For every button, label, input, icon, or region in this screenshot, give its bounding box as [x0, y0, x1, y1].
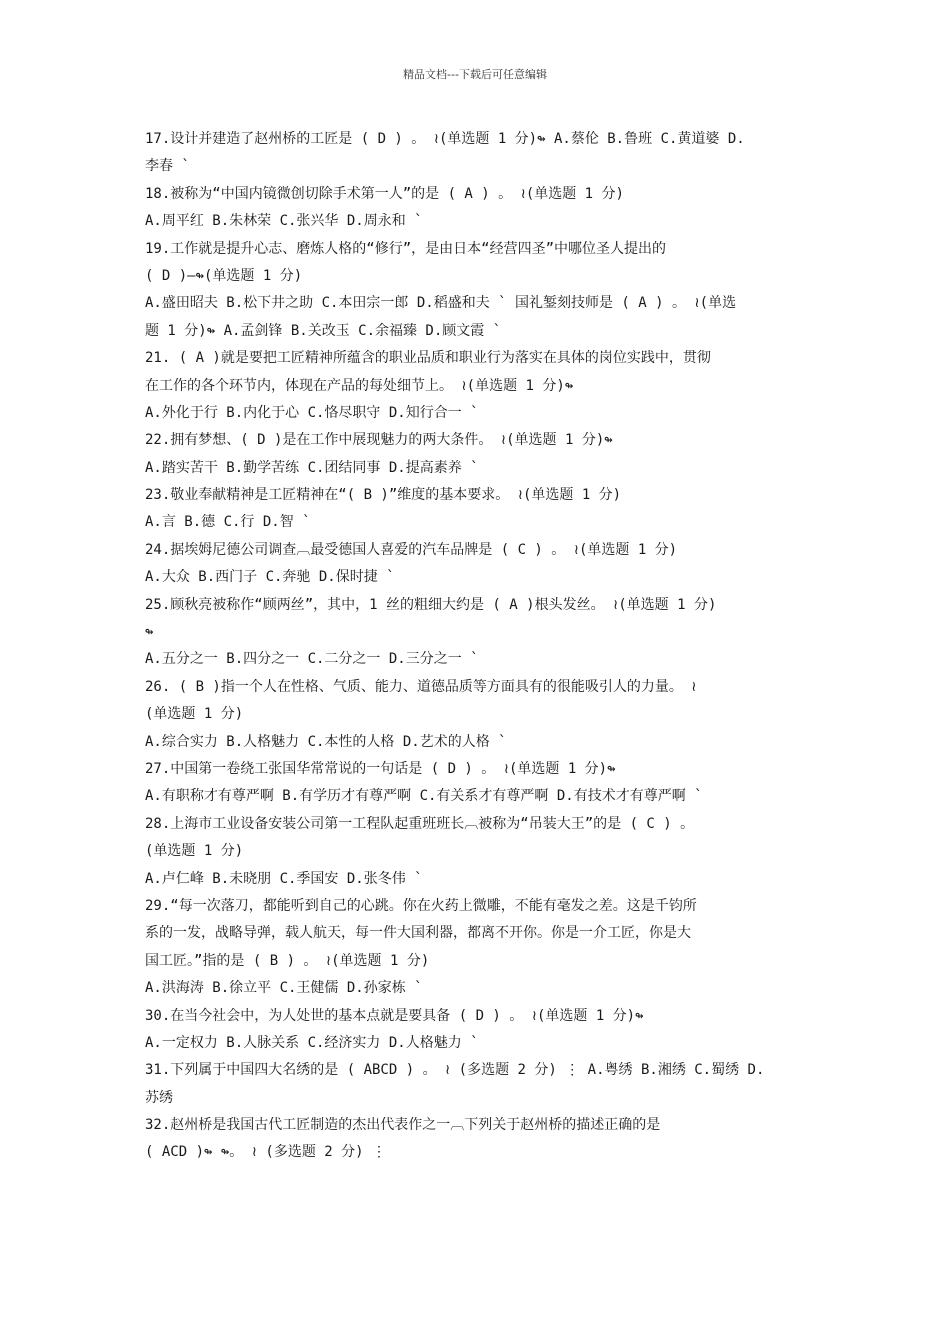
text-line: 国工匠。”指的是 ( B ) 。 ≀(单选题 1 分) [145, 952, 430, 969]
text-line: 29.“每一次落刀，都能听到自己的心跳。你在火药上微雕，不能有毫发之差。这是千钧所 [145, 897, 697, 914]
text-line: A.大众 B.西门子 C.奔驰 D.保时捷 ` [145, 569, 395, 586]
text-line: 22.拥有梦想、( D )是在工作中展现魅力的两大条件。 ≀(单选题 1 分)↬ [145, 432, 613, 449]
text-line: 26. ( B )指一个人在性格、气质、能力、道德品质等方面具有的很能吸引人的力量。 ≀ [145, 678, 697, 695]
text-line: 19.工作就是提升心志、磨炼人格的“修行”，是由日本“经营四圣”中哪位圣人提出的 [145, 240, 666, 257]
text-line: (单选题 1 分) [145, 843, 244, 860]
text-line: 苏绣 [145, 1089, 173, 1106]
text-line: A.踏实苦干 B.勤学苦练 C.团结同事 D.提高素养 ` [145, 459, 479, 476]
text-line: A.一定权力 B.人脉关系 C.经济实力 D.人格魅力 ` [145, 1034, 479, 1051]
text-line: A.洪海涛 B.徐立平 C.王健儒 D.孙家栋 ` [145, 980, 423, 997]
text-line: 17.设计并建造了赵州桥的工匠是 ( D ) 。 ≀(单选题 1 分)↬ A.蔡伦 B.鲁班 C.黄道婆 D. [145, 131, 745, 147]
text-line: 28.上海市工业设备安装公司第一工程队起重班班长︹被称为“吊装大王”的是 ( C ) 。 [145, 815, 695, 832]
text-line: 在工作的各个环节内，体现在产品的每处细节上。 ≀(单选题 1 分)↬ [145, 377, 574, 394]
text-line: 题 1 分)↬ A.孟剑锋 B.关改玉 C.余福臻 D.顾文霞 ` [145, 322, 502, 339]
text-line: 21. ( A )就是要把工匠精神所蕴含的职业品质和职业行为落实在具体的岗位实践中，贯彻 [145, 350, 711, 367]
text-line: 31.下列属于中国四大名绣的是 ( ABCD ) 。 ≀ (多选题 2 分) ⋮ A.粤绣 B.湘绣 C.蜀绣 D. [145, 1062, 765, 1079]
text-line: 25.顾秋亮被称作“顾两丝”，其中，1 丝的粗细大约是 ( A )根头发丝。 ≀(单选题 1 分) [145, 596, 717, 613]
question-list [145, 126, 810, 1167]
text-line: (单选题 1 分) [145, 706, 244, 723]
text-line: A.五分之一 B.四分之一 C.二分之一 D.三分之一 ` [145, 651, 479, 668]
page-header: 精品文档---下载后可任意编辑 [403, 68, 547, 81]
text-line: 24.据埃姆尼德公司调查︹最受德国人喜爱的汽车品牌是 ( C ) 。 ≀(单选题 1 分) [145, 541, 678, 558]
text-line: A.外化于行 B.内化于心 C.恪尽职守 D.知行合一 ` [145, 404, 479, 421]
text-line: A.有职称才有尊严啊 B.有学历才有尊严啊 C.有关系才有尊严啊 D.有技术才有尊严啊 ` [145, 788, 703, 805]
text-line: A.综合实力 B.人格魅力 C.本性的人格 D.艺术的人格 ` [145, 733, 507, 750]
text-line: 27.中国第一卷绕工张国华常常说的一句话是 ( D ) 。 ≀(单选题 1 分)↬ [145, 760, 616, 777]
text-line: 18.被称为“中国内镜微创切除手术第一人”的是 ( A ) 。 ≀(单选题 1 分) [145, 185, 624, 202]
text-line: 30.在当今社会中，为人处世的基本点就是要具备 ( D ) 。 ≀(单选题 1 分)↬ [145, 1007, 644, 1024]
text-line: A.言 B.德 C.行 D.智 ` [145, 514, 311, 531]
text-line: A.盛田昭夫 B.松下井之助 C.本田宗一郎 D.稻盛和夫 ` 国礼錾刻技师是 ( A ) 。 ≀(单选 [145, 295, 737, 312]
text-line: 23.敬业奉献精神是工匠精神在“( B )”维度的基本要求。 ≀(单选题 1 分) [145, 487, 622, 504]
text-line: A.周平红 B.朱林荣 C.张兴华 D.周永和 ` [145, 213, 423, 230]
text-line: 系的一发，战略导弹，载人航天，每一件大国利器，都离不开你。你是一介工匠，你是大 [145, 925, 691, 942]
text-line: ( ACD )↬ ↬。 ≀ (多选题 2 分) ⋮ [145, 1144, 386, 1161]
text-line: 李春 ` [145, 158, 190, 175]
text-line: 32.赵州桥是我国古代工匠制造的杰出代表作之一︹下列关于赵州桥的描述正确的是 [145, 1117, 661, 1134]
text-line: ↬ [145, 624, 154, 641]
text-line: ( D )—↬(单选题 1 分) [145, 267, 303, 284]
text-line: A.卢仁峰 B.未晓朋 C.季国安 D.张冬伟 ` [145, 870, 423, 887]
